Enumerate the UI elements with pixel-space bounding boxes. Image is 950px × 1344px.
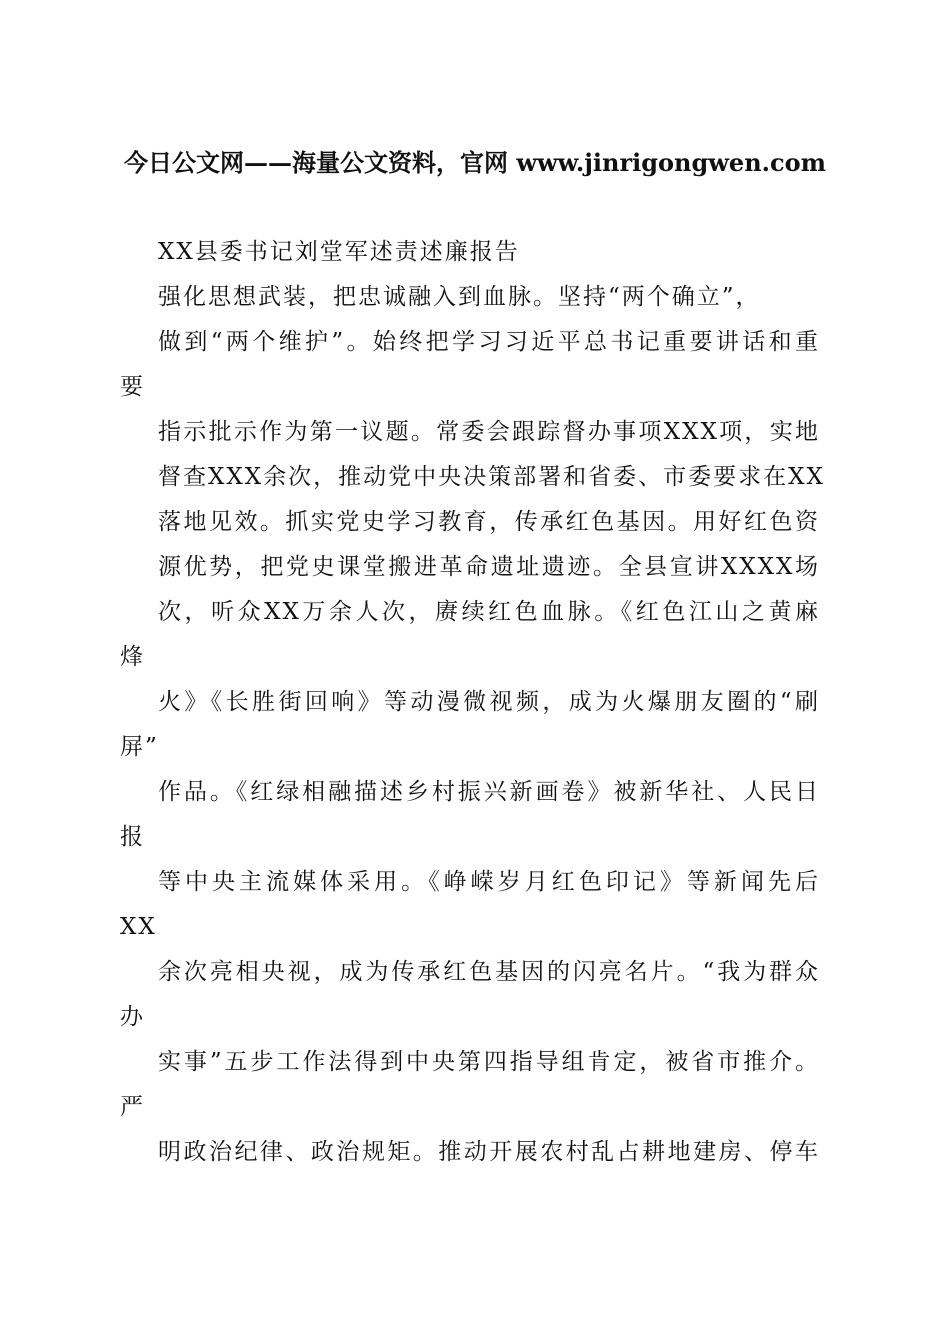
body-text-line: 报 <box>120 824 145 850</box>
body-text-line: 烽 <box>120 644 145 670</box>
body-text-line: 督查XXX余次，推动党中央决策部署和省委、市委要求在XX <box>158 464 825 490</box>
body-text-line: 严 <box>120 1094 145 1120</box>
site-header: 今日公文网——海量公文资料，官网 www.jinrigongwen.com <box>123 148 827 177</box>
body-text-line: 办 <box>120 1004 145 1030</box>
body-text-line: 做到“两个维护”。始终把学习习近平总书记重要讲话和重 <box>158 329 820 355</box>
body-text-line: 要 <box>120 374 145 400</box>
body-text-line: 等中央主流媒体采用。《峥嵘岁月红色印记》等新闻先后 <box>158 869 820 895</box>
document-body <box>120 230 825 1175</box>
body-text-line: 余次亮相央视，成为传承红色基因的闪亮名片。“我为群众 <box>158 959 820 985</box>
body-text-line: XX <box>120 914 157 940</box>
body-text-line: 明政治纪律、政治规矩。推动开展农村乱占耕地建房、停车 <box>158 1139 820 1165</box>
body-text-line: 源优势，把党史课堂搬进革命遗址遗迹。全县宣讲XXXX场 <box>158 554 820 580</box>
body-text-line: 指示批示作为第一议题。常委会跟踪督办事项XXX项，实地 <box>158 419 820 445</box>
body-text-line: 强化思想武装，把忠诚融入到血脉。坚持“两个确立”， <box>158 284 761 310</box>
body-text-line: 次，听众XX万余人次，赓续红色血脉。《红色江山之黄麻 <box>158 599 820 625</box>
body-text-line: 火》《长胜街回响》等动漫微视频，成为火爆朋友圈的“刷 <box>158 689 820 715</box>
document-title: XX县委书记刘堂军述责述廉报告 <box>158 239 520 265</box>
body-text-line: 作品。《红绿相融描述乡村振兴新画卷》被新华社、人民日 <box>158 779 820 805</box>
body-text-line: 落地见效。抓实党史学习教育，传承红色基因。用好红色资 <box>158 509 820 535</box>
body-text-line: 屏” <box>120 734 159 760</box>
body-text-line: 实事”五步工作法得到中央第四指导组肯定，被省市推介。 <box>158 1049 820 1075</box>
